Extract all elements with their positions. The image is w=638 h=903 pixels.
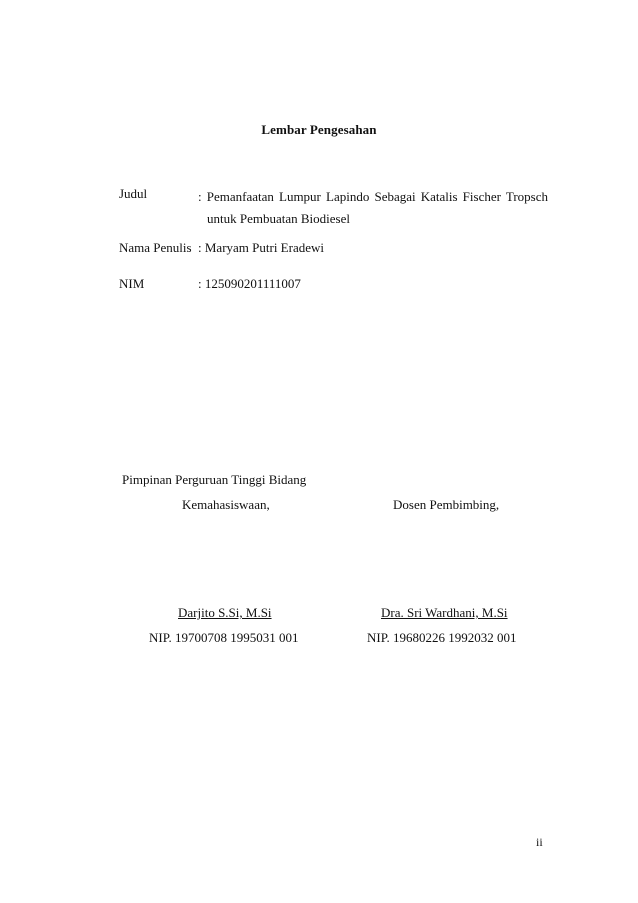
left-signatory-name: Darjito S.Si, M.Si bbox=[178, 605, 272, 620]
left-role-line1: Pimpinan Perguruan Tinggi Bidang bbox=[122, 472, 307, 487]
judul-value-line1: : Pemanfaatan Lumpur Lapindo Sebagai Katalis Fischer Tropsch bbox=[198, 189, 548, 204]
judul-value-line2: untuk Pembuatan Biodiesel bbox=[207, 211, 350, 226]
page-number: ii bbox=[536, 835, 543, 849]
judul-label: Judul bbox=[119, 186, 148, 201]
left-signatory-nip: NIP. 19700708 1995031 001 bbox=[149, 630, 299, 645]
page-title: Lembar Pengesahan bbox=[261, 122, 377, 137]
nim-label: NIM bbox=[119, 276, 145, 291]
judul-value bbox=[198, 186, 548, 230]
left-role-line2: Kemahasiswaan, bbox=[182, 497, 270, 512]
right-signatory-name: Dra. Sri Wardhani, M.Si bbox=[381, 605, 508, 620]
penulis-label: Nama Penulis bbox=[119, 240, 192, 255]
right-signatory-nip: NIP. 19680226 1992032 001 bbox=[367, 630, 517, 645]
penulis-value: : Maryam Putri Eradewi bbox=[198, 240, 324, 255]
nim-value: : 125090201111007 bbox=[198, 276, 301, 291]
right-role: Dosen Pembimbing, bbox=[393, 497, 500, 512]
